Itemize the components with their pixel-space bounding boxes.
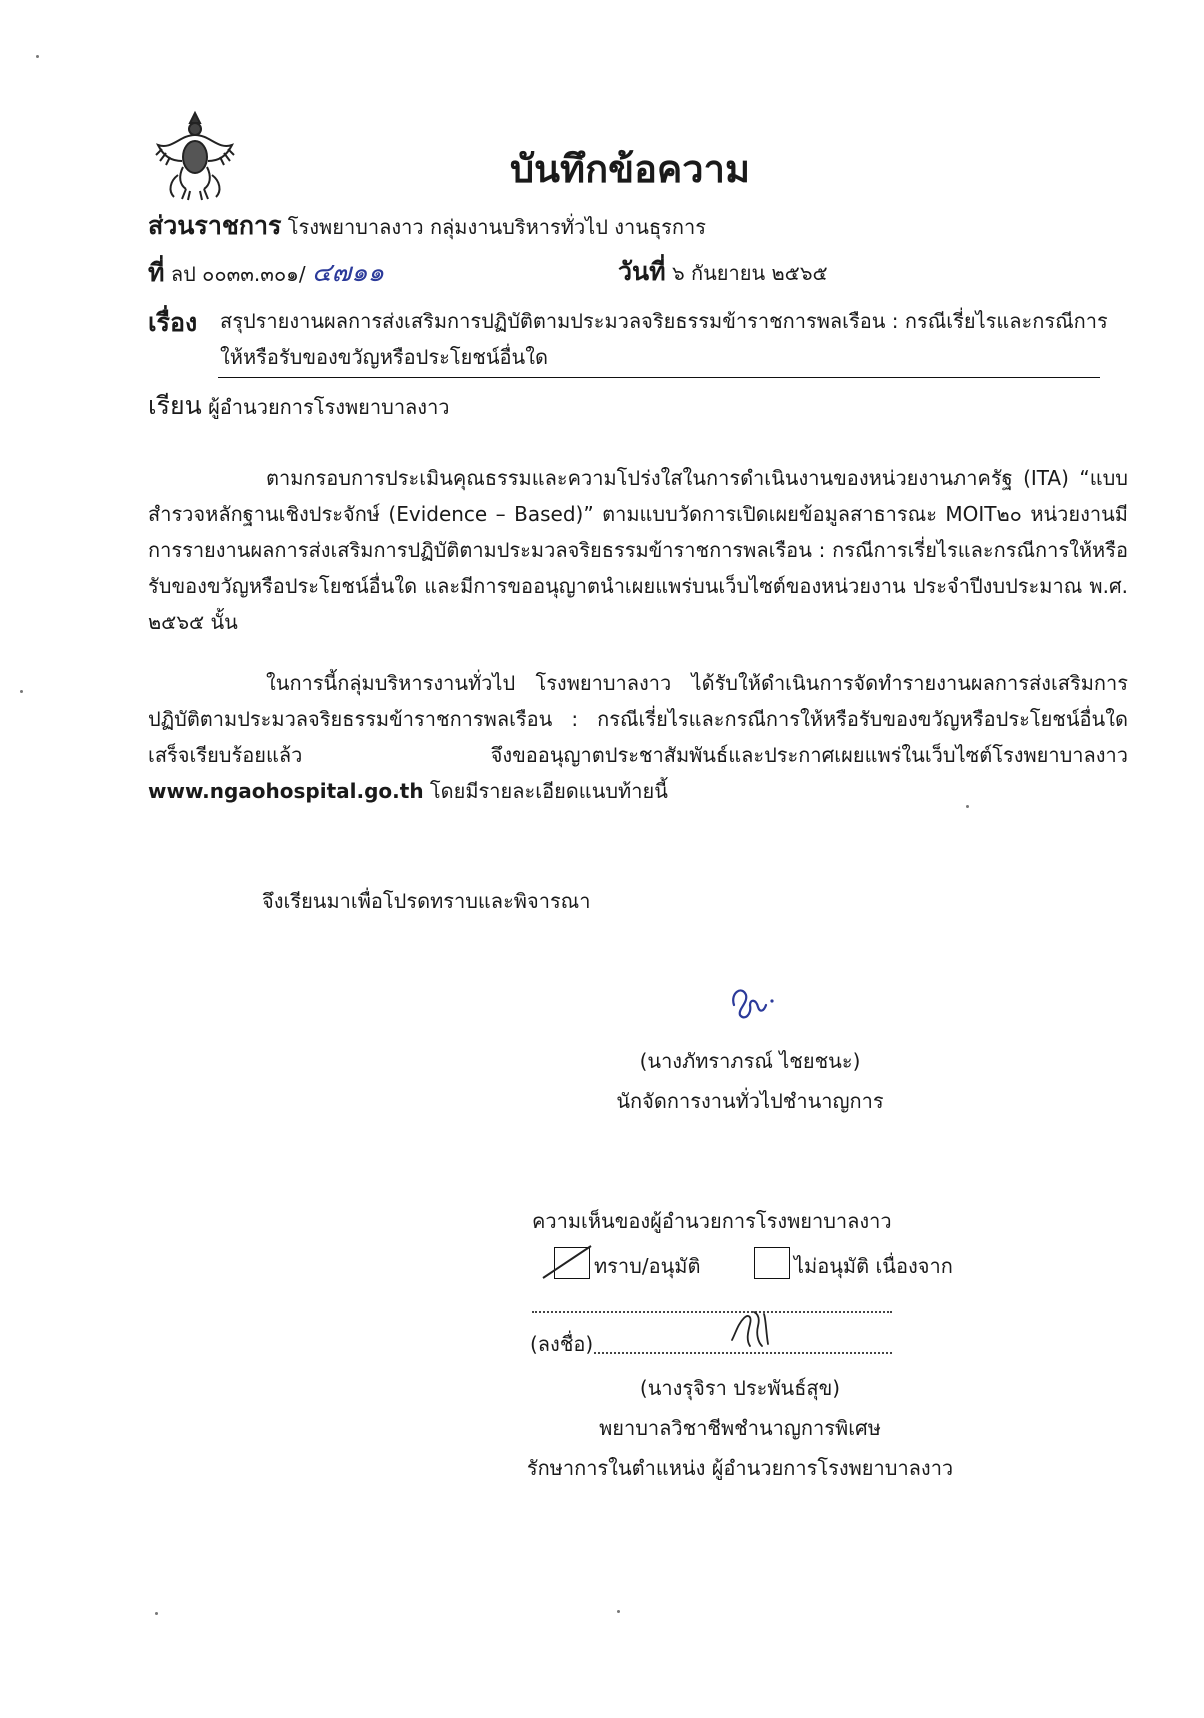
checkbox-check-mark-icon xyxy=(539,1244,599,1280)
reference-row xyxy=(148,252,384,293)
scan-speck xyxy=(36,55,39,58)
body-paragraph-2 xyxy=(148,665,1128,809)
reference-handwritten-number: ๔๗๑๑ xyxy=(311,258,385,288)
scan-speck xyxy=(617,1610,620,1613)
director-position: พยาบาลวิชาชีพชำนาญการพิเศษ xyxy=(599,1416,881,1440)
subject-label xyxy=(148,303,197,343)
reference-value: ลป ๐๐๓๓.๓๐๑/ xyxy=(170,262,306,286)
scan-speck xyxy=(20,690,23,693)
subject-line-1: สรุปรายงานผลการส่งเสริมการปฏิบัติตามประมวลจริยธรรมข้าราชการพลเรือน : กรณีเรี่ยไรและกรณีการ xyxy=(220,309,1108,333)
closing-line: จึงเรียนมาเพื่อโปรดทราบและพิจารณา xyxy=(262,889,591,913)
sign-label: (ลงชื่อ) xyxy=(530,1332,594,1356)
website-url: www.ngaohospital.go.th xyxy=(148,779,424,803)
director-acting-title: รักษาการในตำแหน่ง ผู้อำนวยการโรงพยาบาลงาว xyxy=(526,1456,954,1480)
addressee-row xyxy=(148,386,450,426)
signer-signature-icon xyxy=(720,975,810,1025)
subject-line-2: ให้หรือรับของขวัญหรือประโยชน์อื่นใด xyxy=(220,345,548,369)
reject-label: ไม่อนุมัติ เนื่องจาก xyxy=(794,1254,953,1278)
addressee-label: เรียน xyxy=(148,391,202,420)
addressee-value: ผู้อำนวยการโรงพยาบาลงาว xyxy=(208,395,450,419)
garuda-emblem-icon xyxy=(150,105,240,205)
reject-checkbox[interactable] xyxy=(754,1247,790,1279)
subject-text xyxy=(220,303,1140,375)
scan-speck xyxy=(155,1612,158,1615)
agency-row xyxy=(148,206,706,246)
reason-dotted-line xyxy=(532,1311,892,1313)
body-paragraph-2-tail: โดยมีรายละเอียดแนบท้ายนี้ xyxy=(423,779,668,803)
signer-name: (นางภัทราภรณ์ ไชยชนะ) xyxy=(639,1049,861,1073)
body-paragraph-2-text: ในการนี้กลุ่มบริหารงานทั่วไป โรงพยาบาลงาว ได้รับให้ดำเนินการจัดทำรายงานผลการส่งเสริมการปฏิบัติตามประมวลจริยธรรมข้าราชการพลเรือน : กรณีเรี่ยไรและกรณีการให้หรือรับของขวัญหรือประโยชน์อื่นใด เสร็จเรียบร้อยแล้ว จึงขออนุญาตประชาสัมพันธ์และประกาศเผยแพร่ในเว็บไซต์โรงพยาบาลงาว xyxy=(148,671,1128,767)
scan-speck xyxy=(966,805,969,808)
agency-value: โรงพยาบาลงาว กลุ่มงานบริหารทั่วไป งานธุรการ xyxy=(287,215,706,239)
signer-position: นักจัดการงานทั่วไปชำนาญการ xyxy=(616,1089,884,1113)
subject-label-text: เรื่อง xyxy=(148,308,198,337)
reference-label: ที่ xyxy=(148,258,165,287)
body-paragraph-1: ตามกรอบการประเมินคุณธรรมและความโปร่งใสในการดำเนินงานของหน่วยงานภาครัฐ (ITA) “แบบสำรวจหลักฐานเชิงประจักษ์ (Evidence – Based)” ตามแบบวัดการเปิดเผยข้อมูลสาธารณะ MOIT๒๐ หน่วยงานมีการรายงานผลการส่งเสริมการปฏิบัติตามประมวลจริยธรรมข้าราชการพลเรือน : กรณีการเรี่ยไรและกรณีการให้หรือรับของขวัญหรือประโยชน์อื่นใด และมีการขออนุญาตนำเผยแพร่บนเว็บไซต์ของหน่วยงาน ประจำปีงบประมาณ พ.ศ. ๒๕๖๕ นั้น xyxy=(148,466,1128,634)
director-signature-icon xyxy=(722,1302,782,1350)
approval-heading: ความเห็นของผู้อำนวยการโรงพยาบาลงาว xyxy=(532,1209,892,1233)
director-name: (นางรุจิรา ประพันธ์สุข) xyxy=(639,1376,841,1400)
date-label: วันที่ xyxy=(618,257,666,286)
approve-label: ทราบ/อนุมัติ xyxy=(594,1254,701,1278)
sign-dotted-line xyxy=(594,1352,892,1354)
subject-divider xyxy=(218,377,1100,378)
date-row xyxy=(618,252,828,292)
agency-label: ส่วนราชการ xyxy=(148,211,282,240)
approve-checkbox[interactable] xyxy=(554,1247,590,1279)
date-value: ๖ กันยายน ๒๕๖๕ xyxy=(671,261,828,285)
memo-title: บันทึกข้อความ xyxy=(509,147,751,191)
